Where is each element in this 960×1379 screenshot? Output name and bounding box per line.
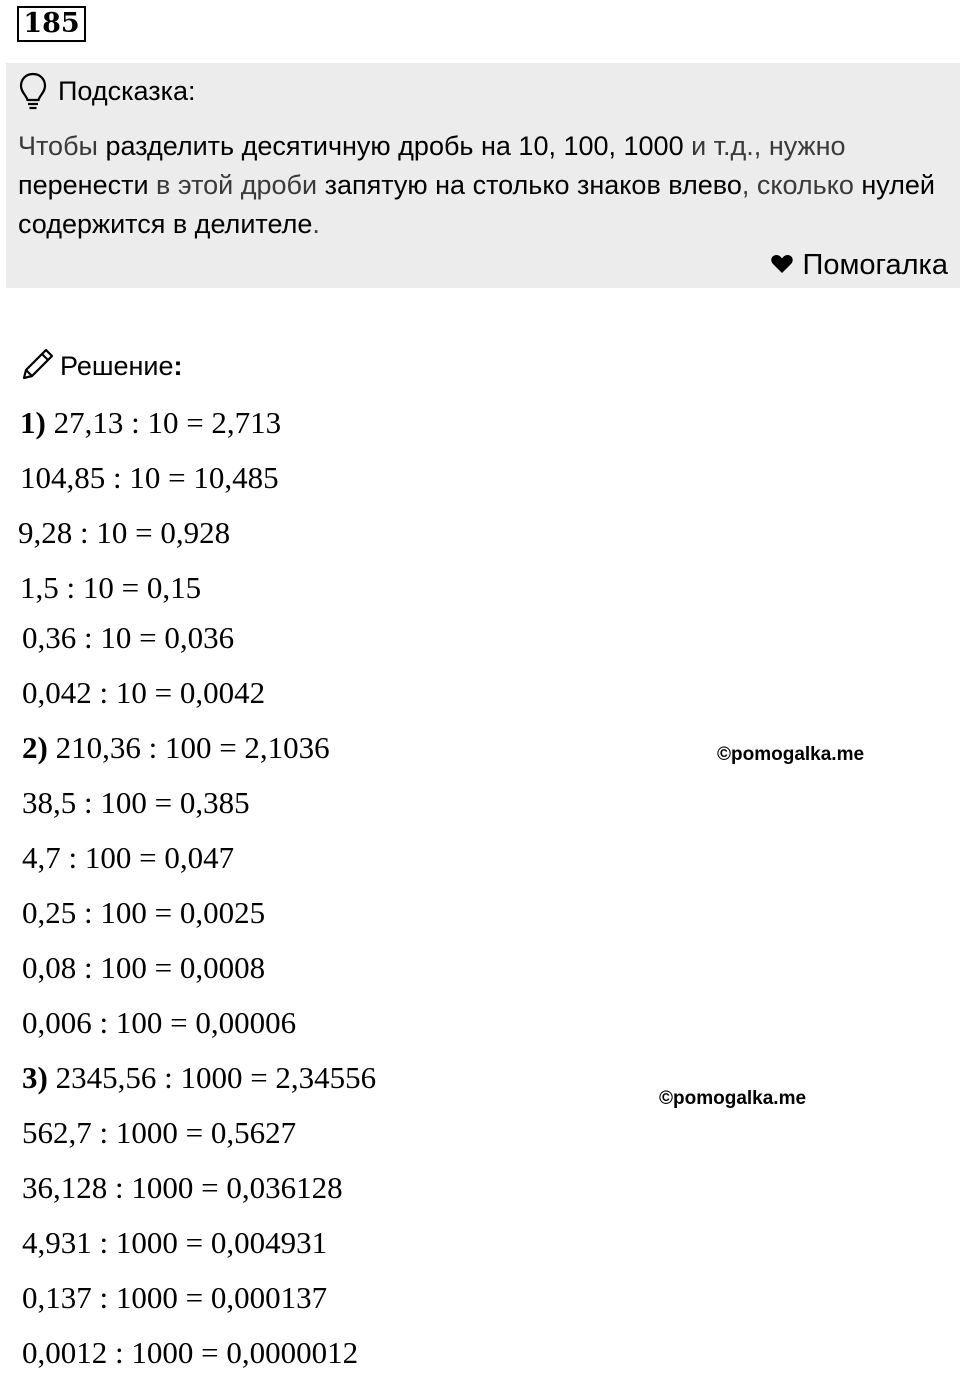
equation: 0,08 : 100 = 0,0008 <box>22 950 266 985</box>
solution-line <box>22 1280 327 1316</box>
equation: 9,28 : 10 = 0,928 <box>18 515 231 550</box>
hint-header <box>18 71 196 111</box>
equation: 0,137 : 1000 = 0,000137 <box>22 1280 328 1315</box>
watermark: ©pomogalka.me <box>659 1088 807 1109</box>
pencil-icon <box>20 346 56 387</box>
watermark: ©pomogalka.me <box>717 744 865 765</box>
equation: 0,042 : 10 = 0,0042 <box>22 675 266 710</box>
equation: 1,5 : 10 = 0,15 <box>20 570 202 605</box>
hint-text-regular: Чтобы <box>18 131 106 161</box>
part-label: 1) <box>20 405 46 440</box>
heart-icon <box>771 249 803 282</box>
equation: 0,25 : 100 = 0,0025 <box>22 895 266 930</box>
solution-line <box>20 570 201 606</box>
brand-signature <box>771 249 948 282</box>
equation: 104,85 : 10 = 10,485 <box>20 460 279 495</box>
equation: 210,36 : 100 = 2,1036 <box>55 730 330 765</box>
hint-text-regular: . <box>312 209 320 239</box>
hint-text-regular: , сколько <box>741 170 862 200</box>
hint-title: Подсказка: <box>58 75 196 106</box>
equation: 4,7 : 100 = 0,047 <box>22 840 235 875</box>
hint-text-emphasis: нулей содержится в делителе <box>18 170 936 239</box>
part-label: 3) <box>22 1060 48 1095</box>
hint-text-emphasis: запятую на столько знаков влево <box>324 170 742 200</box>
brand-name: Помогалка <box>802 249 948 281</box>
equation: 2345,56 : 1000 = 2,34556 <box>55 1060 377 1095</box>
equation: 4,931 : 1000 = 0,004931 <box>22 1225 328 1260</box>
solution-line <box>22 1335 358 1371</box>
solution-line <box>20 405 281 441</box>
lightbulb-icon <box>18 71 48 111</box>
hint-text-regular: и т.д., нужно <box>683 131 846 161</box>
solution-line <box>22 675 265 711</box>
solution-line <box>22 1005 296 1041</box>
solution-line <box>20 460 279 496</box>
equation: 27,13 : 10 = 2,713 <box>53 405 282 440</box>
solution-line <box>22 895 265 931</box>
solution-line <box>22 950 265 986</box>
solution-line <box>22 620 234 656</box>
equation: 0,36 : 10 = 0,036 <box>22 620 235 655</box>
solution-header <box>20 346 183 387</box>
exercise-number: 185 <box>17 6 86 42</box>
part-label: 2) <box>22 730 48 765</box>
equation: 38,5 : 100 = 0,385 <box>22 785 250 820</box>
hint-box <box>6 63 960 288</box>
hint-text-emphasis: перенести <box>18 170 149 200</box>
solution-line <box>18 515 230 551</box>
equation: 0,0012 : 1000 = 0,0000012 <box>22 1335 359 1370</box>
hint-text <box>18 127 948 244</box>
solution-line <box>22 785 250 821</box>
solution-line <box>22 840 234 876</box>
solution-line <box>22 1060 376 1096</box>
equation: 36,128 : 1000 = 0,036128 <box>22 1170 343 1205</box>
equation: 0,006 : 100 = 0,00006 <box>22 1005 297 1040</box>
solution-title: Решение: <box>60 351 183 381</box>
solution-line <box>22 1170 343 1206</box>
solution-line <box>22 1225 327 1261</box>
equation: 562,7 : 1000 = 0,5627 <box>22 1115 297 1150</box>
hint-text-regular: в этой дроби <box>148 170 325 200</box>
hint-text-emphasis: разделить десятичную дробь на 10, 100, 1000 <box>105 131 684 161</box>
solution-line <box>22 1115 296 1151</box>
solution-line <box>22 730 330 766</box>
